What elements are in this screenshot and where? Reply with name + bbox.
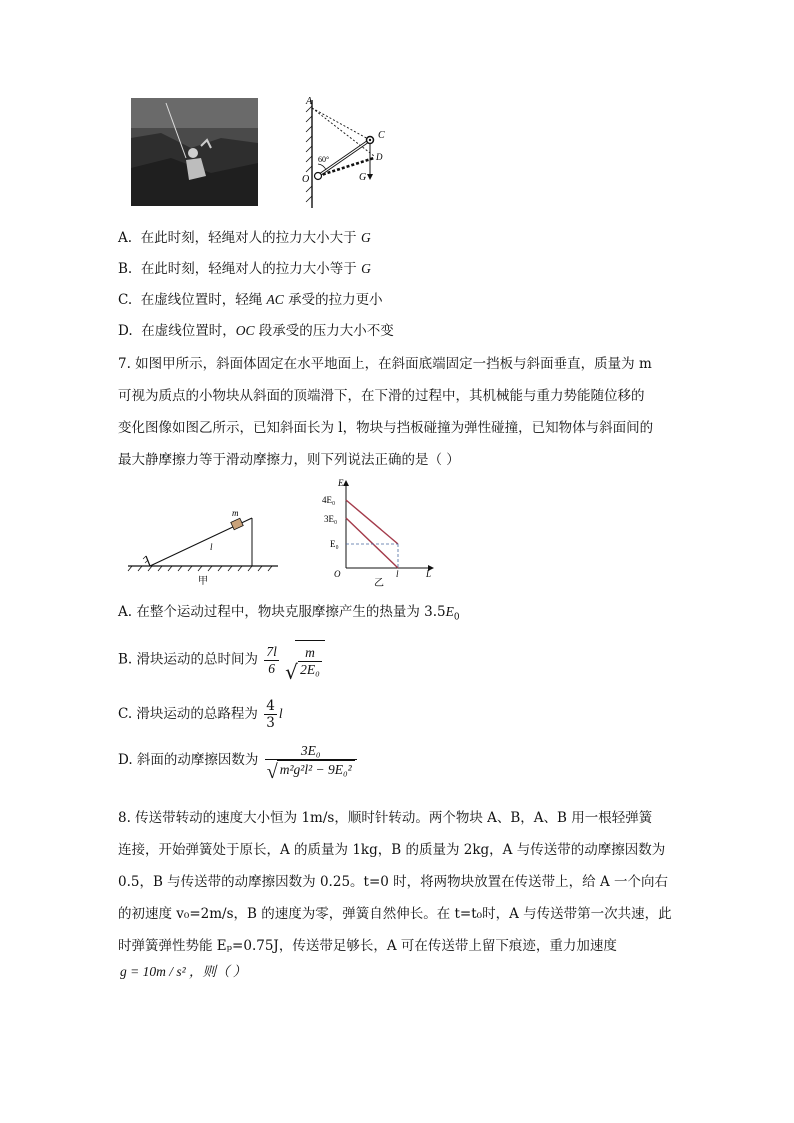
caption-yi: 乙 (374, 578, 384, 588)
angle-60: 60° (318, 155, 330, 164)
q6-option-d[interactable]: D. 在虚线位置时，OC 段承受的压力大小不变 (118, 323, 394, 339)
axis-E: E (338, 478, 344, 488)
tick-3E0: 3E₀ (324, 514, 338, 524)
label-D: D (376, 152, 383, 162)
q6-option-a[interactable]: A. 在此时刻，轻绳对人的拉力大小大于 G (118, 230, 371, 246)
label-O: O (302, 174, 310, 185)
q6-option-b[interactable]: B. 在此时刻，轻绳对人的拉力大小等于 G (118, 261, 371, 277)
q7-b-sqrt: √ $\frac{m}{\text{2E₀}}$ (285, 640, 325, 680)
q7-b-fraction: $\frac{7l}{6}$ (266, 643, 277, 676)
q7-d-fraction: 3E₀ √ m²g²l² − 9E₀² (265, 743, 357, 778)
tick-l: l (396, 569, 399, 579)
q8-stem: 8. 传送带转动的速度大小恒为 1m/s，顺时针转动。两个物块 A、B，A、B 用一根轻弹簧 连接，开始弹簧处于原长，A 的质量为 1kg，B 的质量为 2kg，A 与传送带的动摩擦因数为 0.5，B 与传送带的动摩擦因数为 0.25。t=0 时，将两物块放置在传送带上，给 A 一个向右 的初速度 v₀=2m/s，B 的速度为零，弹簧自然伸长。在 t=t₀时，A 与传送带第一次共速，此 时弹簧弹性势能 Eₚ=0.75J，传送带足够长，A 可在传送带上留下痕迹，重力加速度 (118, 810, 672, 954)
label-l: l (210, 542, 213, 552)
q7-stem: 7. 如图甲所示，斜面体固定在水平地面上，在斜面底端固定一挡板与斜面垂直，质量为 m 可视为质点的小物块从斜面的顶端滑下，在下滑的过程中，其机械能与重力势能随位移的 变化图像如图乙所示，已知斜面长为 l，物块与挡板碰撞为弹性碰撞，已知物体与斜面间的 最大静摩擦力等于滑动摩擦力，则下列说法正确的是（ ） (118, 356, 654, 468)
caption-jia: 甲 (198, 576, 208, 587)
label-A: A (306, 96, 313, 107)
label-m: m (232, 508, 239, 518)
q8-gravity-line: g = 10m / s² ，则（ ） (120, 964, 247, 979)
q7-option-d[interactable]: D. 斜面的动摩擦因数为 3E₀ √ m²g²l² − 9E₀² (118, 740, 359, 780)
q7-option-c[interactable]: C. 滑块运动的总路程为 $\frac{4}{3}$ l (118, 698, 283, 731)
axis-L: L (426, 569, 432, 579)
origin-O: O (334, 569, 341, 579)
q7-option-b[interactable]: B. 滑块运动的总时间为 $\frac{7l}{6}$ √ $\frac{m}{\text{2E₀}}$ (118, 640, 325, 680)
incline-figure (124, 500, 284, 590)
label-G: G (359, 172, 367, 183)
climber-photo (131, 98, 258, 206)
q6-option-c[interactable]: C. 在虚线位置时，轻绳 AC 承受的拉力更小 (118, 292, 383, 308)
tick-E0: E₀ (330, 539, 339, 549)
q7-c-fraction: $\frac{4}{3}$ (266, 698, 275, 731)
label-C: C (378, 130, 385, 141)
tick-4E0: 4E₀ (322, 495, 336, 505)
q7-option-a[interactable]: A. 在整个运动过程中，物块克服摩擦产生的热量为 $3.5E_0$ (118, 604, 460, 623)
wall-rod-diagram (296, 94, 396, 212)
energy-graph (316, 478, 440, 588)
